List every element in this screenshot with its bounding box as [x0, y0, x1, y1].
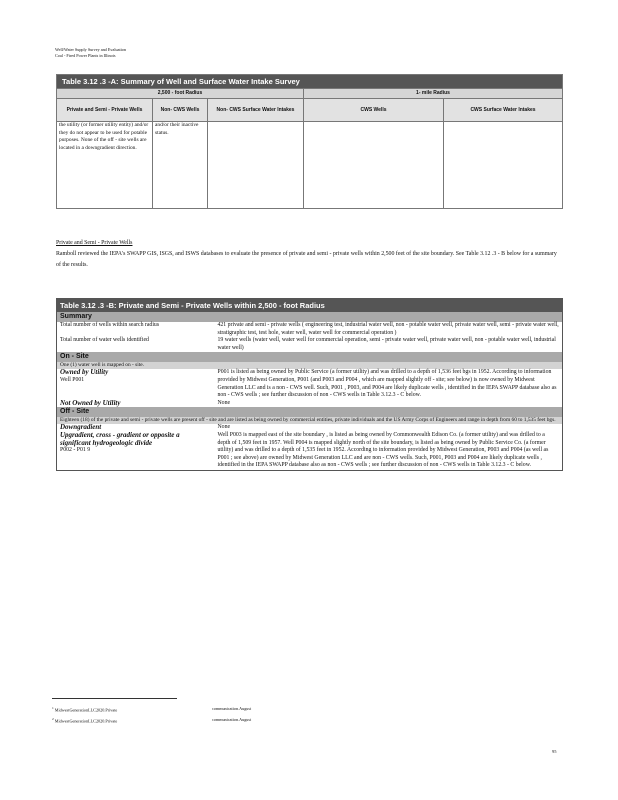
upgradient-wells: P002 - P01 9 [60, 447, 91, 454]
table-private-wells [56, 298, 563, 471]
table-b-title: Table 3.12 .3 -B: Private and Semi - Private Wells within 2,500 - foot Radius [57, 299, 563, 313]
upgradient-value: Well P003 is mapped east of the site boundary , is listed as being owned by Commonwealth Edison Co. (a former utility) and was drilled to a depth of 1,509 feet in 1957. Well P004 is mapped slightly north of the site boundary, is listed as being owned by Public Service Co. (a former utility) and was drilled to a depth of 1,535 feet in 1952. According to information provided by Midwest Generation, P003 and P004 (as well as P001 ; see above) are owned by Midwest Generation LLC and are non - CWS wells. Such, P001, P003 and P004 are likely duplicate wells , identified in the IEPA SWAPP database also as non - CWS wells ; see further discussion of non - CWS wells in Table 3.12.3 - C below. [217, 431, 549, 469]
onsite-summary: One (1) water well is mapped on - site. [57, 362, 563, 369]
body-paragraph: Ramboll reviewed the IEPA's SWAPP GIS, ISGS, and ISWS databases to evaluate the presence of private and semi - private wells within 2,500 feet of the site boundary. See Table 3.12 .3 - B below for a summary of the results. [56, 251, 557, 268]
not-owned-value: None [217, 399, 231, 406]
running-header: Well/Water Supply Survey and Evaluation Coal - Fired Power Plants in Illinois [55, 47, 126, 58]
summary-header: Summary [57, 312, 563, 322]
col-noncws-wells: Non- CWS Wells [153, 99, 208, 122]
cell-noncws-wells: and/or their inactive status. [153, 122, 208, 209]
total-wells-value: 421 private and semi - private wells ( engineering test, industrial water well, non - potable water well, private water well, semi - private water well, stratigraphic test, test hole, water well, water well for commercial operation ) [217, 322, 559, 336]
downgradient-label: Downgradient [60, 423, 102, 432]
section-heading: Private and Semi - Private Wells [56, 240, 133, 246]
footnote-2: $^2$ MidwestGenerationLLC2020.Private communication.August [52, 717, 252, 724]
table-a-title: Table 3.12 .3 -A: Summary of Well and Surface Water Intake Survey [57, 75, 563, 89]
table-well-intake-summary [56, 74, 563, 209]
identified-wells-label: Total number of water wells identified [60, 337, 149, 344]
not-owned-label: Not Owned by Utility [60, 398, 121, 407]
upgradient-label: Upgradient, cross - gradient or opposite a significant hydrogeologic divide [60, 430, 180, 447]
owned-by-utility-label: Owned by Utility [60, 368, 109, 377]
cell-cws-intakes [444, 122, 563, 209]
onsite-header: On - Site [57, 352, 563, 362]
cell-noncws-intakes [208, 122, 304, 209]
upgradient-cell [57, 432, 215, 470]
col-cws-intakes: CWS Surface Water Intakes [444, 99, 563, 122]
total-wells-label: Total number of wells within search radius [60, 322, 160, 328]
offsite-header: Off - Site [57, 407, 563, 417]
footnote-rule [52, 698, 177, 699]
col-cws-wells: CWS Wells [304, 99, 444, 122]
radius-1mile-header: 1- mile Radius [304, 89, 563, 99]
cell-private-wells: the utility (or former utility entity) and/or they do not appear to be used for potable purposes. None of the off - site wells are located in a downgradient direction. [57, 122, 153, 209]
col-noncws-intakes: Non- CWS Surface Water Intakes [208, 99, 304, 122]
owned-by-utility-cell [57, 369, 215, 399]
offsite-summary: Eighteen (18) of the private and semi - private wells are present off - site and are listed as being owned by commercial entities, private individuals and the US Army Corps of Engineers and range in depth from 60 to 1,535 feet bgs. [57, 417, 563, 424]
col-private-wells: Private and Semi - Private Wells [57, 99, 153, 122]
radius-2500-header: 2,500 - foot Radius [57, 89, 304, 99]
owned-by-utility-value: P001 is listed as being owned by Public Service (a former utility) and was drilled to a depth of 1,536 feet bgs in 1952. According to information provided by Midwest Generation, P001 (and P003 and P004 , which are mapped slightly off - site; see below) is now owned by Midwest Generation LLC and is a non - CWS well. Such, P001 , P003, and P004 are likely duplicate wells , identified in the IEPA SWAPP database also as non - CWS wells ; see further discussion of non - CWS wells in Table 3.12.3 - C below. [217, 369, 557, 399]
identified-wells-value: 19 water wells (water well, water well for commercial operation, semi - private water well, private water well, non - potable water well, industrial water well) [217, 337, 556, 351]
page-number: 95 [552, 749, 557, 754]
cell-cws-wells [304, 122, 444, 209]
footnote-1: $^1$ MidwestGenerationLLC2020.Private communication.August [52, 706, 252, 713]
downgradient-value: None [217, 424, 231, 431]
owned-well-id: Well P001 [60, 376, 85, 383]
